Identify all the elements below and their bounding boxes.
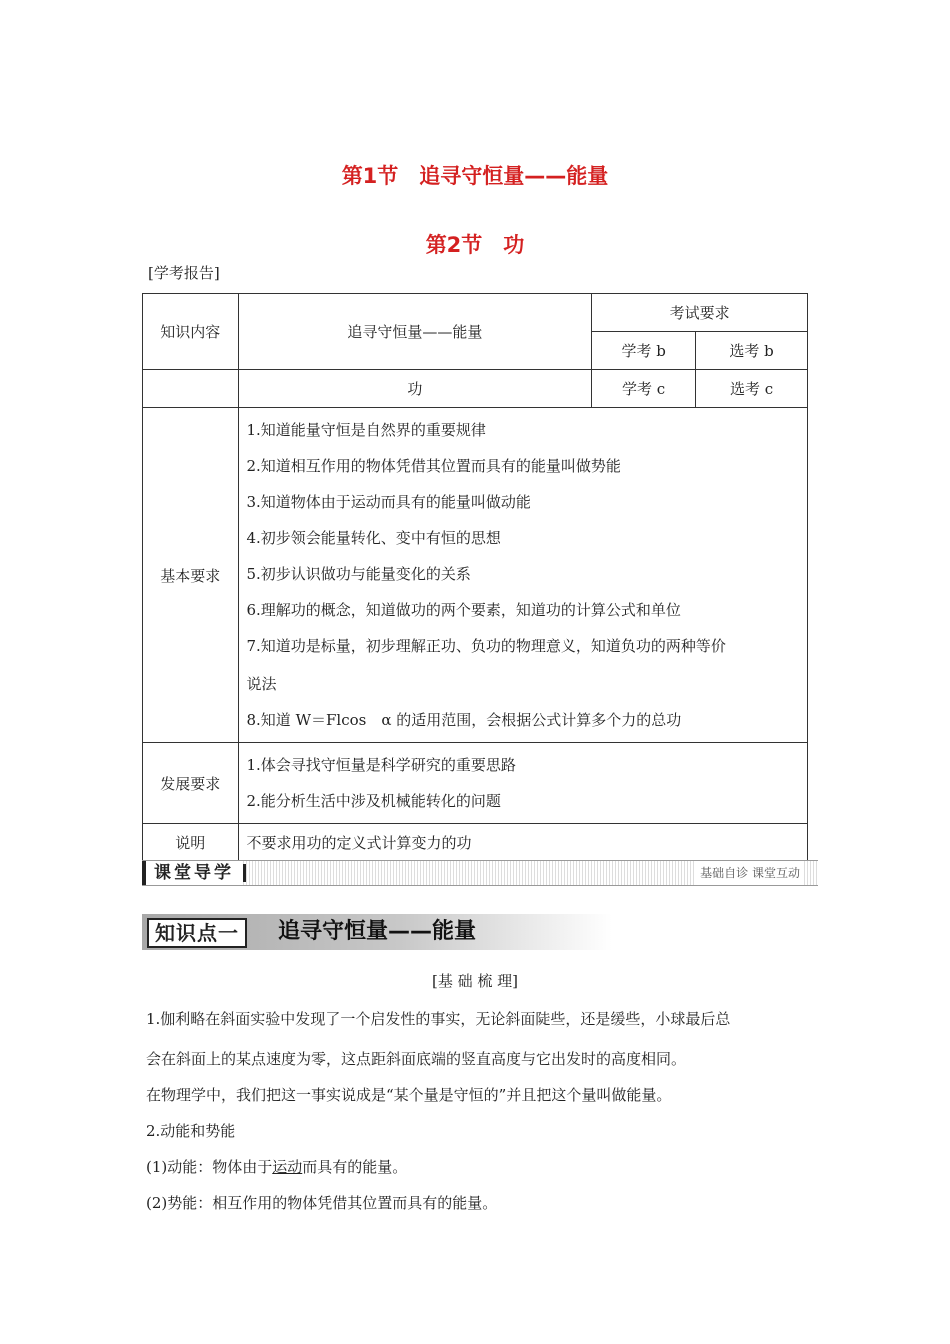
knowledge-point-title: 追寻守恒量——能量 xyxy=(278,919,477,944)
p4-underlined-term: 运动 xyxy=(272,1158,303,1176)
basic-item: 6.理解功的概念，知道做功的两个要素，知道功的计算公式和单位 xyxy=(246,601,681,619)
paragraph-1-line-1: 1.伽利略在斜面实验中发现了一个启发性的事实，无论斜面陡些，还是缓些，小球最后总 xyxy=(146,1010,731,1028)
section-title-1: 第1节 追寻守恒量——能量 xyxy=(341,164,609,188)
section-title-2: 第2节 功 xyxy=(425,233,525,257)
knowledge-point-banner xyxy=(142,914,612,950)
classroom-guide-tags: 基础自诊 课堂互动 xyxy=(696,861,804,885)
knowledge-point-label: 知识点一 xyxy=(147,918,247,948)
note-label: 说明 xyxy=(143,824,239,862)
classroom-guide-bar xyxy=(142,860,818,886)
p4-prefix: (1)动能：物体由于 xyxy=(146,1158,273,1176)
subsection-label: [基 础 梳 理] xyxy=(431,972,518,990)
report-label: [学考报告] xyxy=(148,264,220,282)
note-text: 不要求用功的定义式计算变力的功 xyxy=(238,824,808,862)
classroom-guide-label: 课堂导学 xyxy=(142,861,242,885)
paragraph-4 xyxy=(146,1156,407,1177)
basic-item: 1.知道能量守恒是自然界的重要规律 xyxy=(246,421,486,439)
develop-item: 1.体会寻找守恒量是科学研究的重要思路 xyxy=(246,756,516,774)
knowledge-header: 知识内容 xyxy=(143,294,239,370)
basic-item: 5.初步认识做功与能量变化的关系 xyxy=(246,565,471,583)
topic-1-xuankao: 选考 b xyxy=(696,332,808,370)
paragraph-2: 在物理学中，我们把这一事实说成是“某个量是守恒的”并且把这个量叫做能量。 xyxy=(146,1086,672,1104)
basic-label: 基本要求 xyxy=(143,408,239,743)
p4-suffix: 而具有的能量。 xyxy=(302,1158,408,1176)
basic-item: 3.知道物体由于运动而具有的能量叫做动能 xyxy=(246,493,531,511)
basic-list xyxy=(238,408,808,743)
knowledge-header-cont xyxy=(143,370,239,408)
requirements-table xyxy=(142,293,808,862)
paragraph-1-line-2: 会在斜面上的某点速度为零，这点距斜面底端的竖直高度与它出发时的高度相同。 xyxy=(146,1050,687,1068)
develop-list xyxy=(238,743,808,824)
paragraph-5: (2)势能：相互作用的物体凭借其位置而具有的能量。 xyxy=(146,1194,498,1212)
basic-item: 4.初步领会能量转化、变中有恒的思想 xyxy=(246,529,501,547)
exam-header: 考试要求 xyxy=(592,294,808,332)
basic-item: 7.知道功是标量，初步理解正功、负功的物理意义，知道负功的两种等价 xyxy=(246,637,726,655)
topic-name-2: 功 xyxy=(238,370,592,408)
basic-item-cont: 说法 xyxy=(246,675,277,693)
develop-label: 发展要求 xyxy=(143,743,239,824)
basic-item: 2.知道相互作用的物体凭借其位置而具有的能量叫做势能 xyxy=(246,457,621,475)
topic-2-xuekao: 学考 c xyxy=(592,370,696,408)
paragraph-3: 2.动能和势能 xyxy=(146,1122,236,1140)
topic-name-1: 追寻守恒量——能量 xyxy=(238,294,592,370)
basic-item: 8.知道 W＝Flcos α 的适用范围，会根据公式计算多个力的总功 xyxy=(246,711,682,729)
develop-item: 2.能分析生活中涉及机械能转化的问题 xyxy=(246,792,501,810)
topic-1-xuekao: 学考 b xyxy=(592,332,696,370)
topic-2-xuankao: 选考 c xyxy=(696,370,808,408)
